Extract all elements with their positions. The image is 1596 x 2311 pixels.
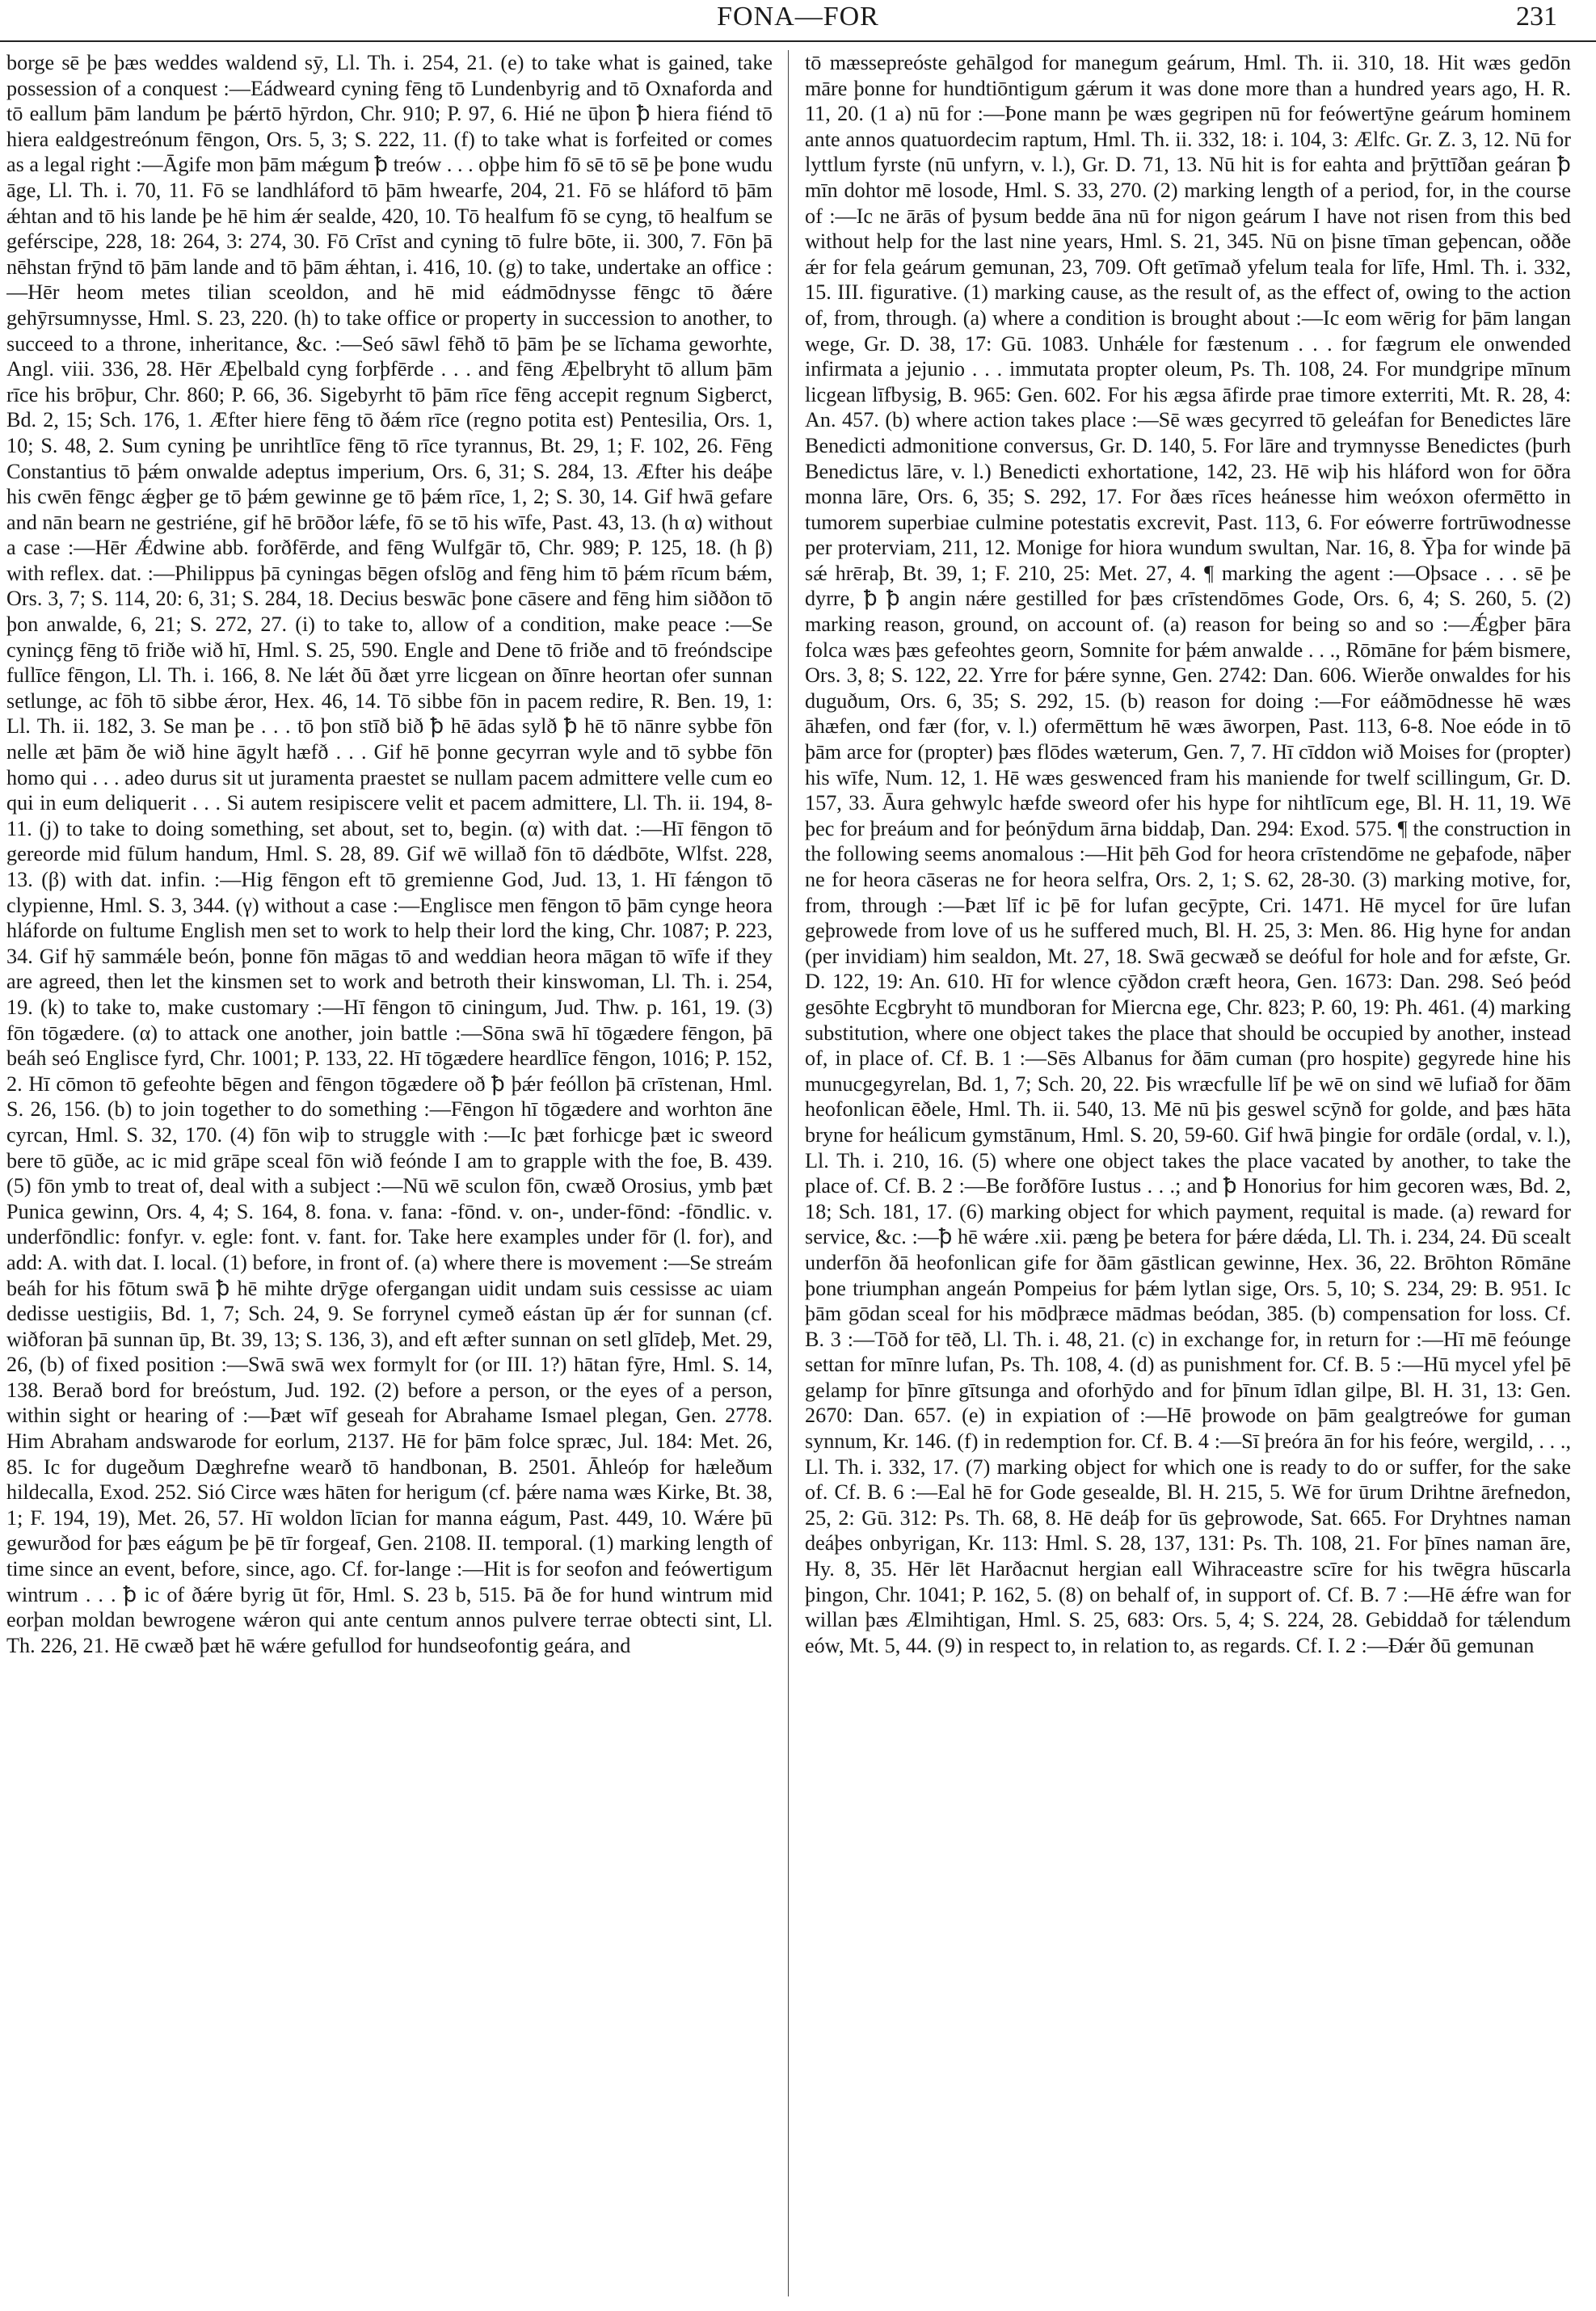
- right-column: [805, 50, 1571, 2300]
- column-divider: [788, 50, 789, 2296]
- page-number: 231: [1516, 2, 1557, 32]
- page-header: [0, 0, 1596, 40]
- header-rule: [0, 40, 1596, 42]
- right-column-text: tō mæssepreóste gehālgod for manegum geárum, Hml. Th. ii. 310, 18. Hit wæs gedōn māre þonne for hundtiōntigum gǽrum it was done more than a hundred years ago, H. R. 11, 20. (1 a) nū for :—Þone mann þe wæs gegripen nū for feówertȳne geárum hominem ante annos quatuordecim raptum, Hml. Th. ii. 332, 18: i. 104, 3: Ælfc. Gr. Z. 3, 12. Nū for lyttlum fyrste (nū unfyrn, v. l.), Gr. D. 71, 13. Nū hit is for eahta and þrȳttīðan geáran ꝥ mīn dohtor mē losode, Hml. S. 33, 270. (2) marking length of a period, for, in the course of :—Ic ne ārās of þysum bedde āna nū for nigon geárum I have not risen from this bed without help for the last nine years, Hml. S. 21, 345. Nū on þisne tīman geþencan, oððe ǽr for fela geárum gemunan, 23, 709. Oft getīmað yfelum teala for līfe, Hml. Th. i. 332, 15. III. figurative. (1) marking cause, as the result of, as the effect of, owing to the action of, from, through. (a) where a condition is brought about :—Ic eom wērig for þām langan wege, Gr. D. 38, 17: Gū. 1083. Unhǽle for fæstenum . . . for fægrum ele onwended infirmata a jejunio . . . immutata propter oleum, Ps. Th. 108, 24. For mundgripe mīnum licgean līfbysig, B. 965: Gen. 602. For his ægsa āfirde prae timore exterriti, Mt. R. 28, 4: An. 457. (b) where action takes place :—Sē wæs gecyrred tō geleáfan for Benedictes lāre Benedicti admonitione conversus, Gr. D. 140, 5. For lāre and trymnysse Benedictes (þurh Benedictus lāre, v. l.) Benedicti exhortatione, 142, 23. Hē wiþ his hláford won for ōðra monna lāre, Ors. 6, 35; S. 292, 17. For ðæs rīces heánesse him weóxon ofermētto in tumorem superbiae culmine potestatis excrevit, Past. 113, 6. For eówerre fortrūwodnesse per proterviam, 211, 12. Monige for hiora wundum swultan, Nar. 16, 8. Ȳþa for winde þā sǽ hrēraþ, Bt. 39, 1; F. 210, 25: Met. 27, 4. ¶ marking the agent :—Oþsace . . . sē þe dyrre, ꝥ ꝥ angin nǽre gestilled for þæs crīstendōmes Gode, Ors. 6, 4; S. 260, 5. (2) marking reason, ground, on account of. (a) reason for being so and so :—Ǽgþer þāra folca wæs þæs gefeohtes georn, Somnite for þǽm anwalde . . ., Rōmāne for þǽm bismere, Ors. 3, 8; S. 122, 22. Yrre for þǽre synne, Gen. 2742: Dan. 606. Wierðe onwaldes for his duguðum, Ors. 6, 35; S. 292, 15. (b) reason for doing :—For eáðmōdnesse hē wæs āhæfen, ond fær (for, v. l.) ofermēttum hē wæs āworpen, Past. 113, 6-8. Noe eóde in tō þām arce for (propter) þæs flōdes wæterum, Gen. 7, 7. Hī cīddon wið Moises for (propter) his wīfe, Num. 12, 1. Hē wæs geswenced fram his maniende for twelf scillingum, Gr. D. 157, 33. Āura gehwylc hæfde sweord ofer his hype for nihtlīcum ege, Bl. H. 11, 19. Wē þec for þreáum and for þeónȳdum ārna biddaþ, Dan. 294: Exod. 575. ¶ the construction in the following seems anomalous :—Hit þēh God for heora crīstendōme ne geþafode, nāþer ne for heora cāseras ne for heora selfra, Ors. 2, 1; S. 62, 28-30. (3) marking motive, for, from, through :—Þæt līf ic þē for lufan gecȳpte, Cri. 1471. Hē mycel for ūre lufan geþrowede from love of us he suffered much, Bl. H. 25, 3: Men. 86. Hig hyne for andan (per invidiam) him sealdon, Mt. 27, 18. Swā gecwæð se deóful for hole and for æfste, Gr. D. 122, 19: An. 610. Hī for wlence cȳðdon cræft heora, Gen. 1673: Dan. 298. Seó þeód gesōhte Ecgbryht tō mundboran for Miercna ege, Chr. 823; P. 60, 19: Ph. 461. (4) marking substitution, where one object takes the place that should be occupied by another, instead of, in place of. Cf. B. 1 :—Sēs Albanus for ðām cuman (pro hospite) gegyrede hine his munucgegyrelan, Bd. 1, 7; Sch. 20, 22. Þis wræcfulle līf þe wē on sind wē lufiað for ðām heofonlican ēðele, Hml. Th. ii. 540, 13. Mē nū þis geswel scȳnð for golde, and þæs hāta bryne for heálicum gymstānum, Hml. S. 20, 59-60. Gif hwā þingie for ordāle (ordal, v. l.), Ll. Th. i. 210, 16. (5) where one object takes the place vacated by another, to take the place of. Cf. B. 2 :—Be forðfōre Iustus . . .; and ꝥ Honorius for him gecoren wæs, Bd. 2, 18; Sch. 181, 17. (6) marking object for which payment, requital is made. (a) reward for service, &c. :—ꝥ hē wǽre .xii. pæng þe betera for þǽre dǽda, Ll. Th. i. 234, 24. Ðū scealt underfōn ðā heofonlican gife for ðām gāstlican gewinne, Hex. 36, 22. Brōhton Rōmāne þone triumphan angeán Pompeius for þǽm lytlan sige, Ors. 5, 10; S. 234, 29: B. 951. Ic þām gōdan sceal for his mōdþræce mādmas beódan, 385. (b) compensation for loss. Cf. B. 3 :—Tōð for tēð, Ll. Th. i. 48, 21. (c) in exchange for, in return for :—Hī mē feóunge settan for mīnre lufan, Ps. Th. 108, 4. (d) as punishment for. Cf. B. 5 :—Hū mycel yfel þē gelamp for þīnre gītsunga and oforhȳdo and for þīnum īdlan gilpe, Bl. H. 31, 13: Gen. 2670: Dan. 657. (e) in expiation of :—Hē þrowode on þām gealgtreówe for guman synnum, Kr. 146. (f) in redemption for. Cf. B. 4 :—Sī þreóra ān for his feóre, wergild, . . ., Ll. Th. i. 332, 17. (7) marking object for which one is ready to do or suffer, for the sake of. Cf. B. 6 :—Eal hē for Gode gesealde, Bl. H. 215, 5. Wē for ūrum Drihtne ārefnedon, 25, 2: Gū. 312: Ps. Th. 68, 8. Hē deáþ for ūs geþrowode, Sat. 665. For Dryhtnes naman deáþes onbyrigan, Kr. 113: Hml. S. 28, 137, 131: Ps. Th. 108, 21. For þīnes naman āre, Hy. 8, 35. Hēr lēt Harðacnut hergian eall Wihraceastre scīre for his twēgra hūscarla þingon, Chr. 1041; P. 162, 5. (8) on behalf of, in support of. Cf. B. 7 :—Hē ǽfre wan for willan þæs Ælmihtigan, Hml. S. 25, 683: Ors. 5, 4; S. 224, 28. Gebiddað for tǽlendum eów, Mt. 5, 44. (9) in respect to, in relation to, as regards. Cf. I. 2 :—Ðǽr ðū gemunan: [805, 51, 1571, 1657]
- page-title: FONA—FOR: [717, 2, 879, 32]
- left-column-text: borge sē þe þæs weddes waldend sȳ, Ll. Th. i. 254, 21. (e) to take what is gained, take possession of a conquest :—Eádweard cyning fēng tō Lundenbyrig and tō Oxnaforda and tō eallum þām landum þe þǽrtō hȳrdon, Chr. 910; P. 97, 6. Hié ne ūþon ꝥ hiera fiénd tō hiera ealdgestreónum fēngon, Ors. 5, 3; S. 222, 11. (f) to take what is forfeited or comes as a legal right :—Āgife mon þām mǽgum ꝥ treów . . . oþþe him fō sē tō sē þe þone wudu āge, Ll. Th. i. 70, 11. Fō se landhláford tō þām hwearfe, 204, 21. Fō se hláford tō þām ǽhtan and tō his lande þe hē him ǽr sealde, 420, 10. Tō healfum fō se cyng, tō healfum se geférscipe, 228, 18: 264, 3: 274, 30. Fō Crīst and cyning tō fulre bōte, ii. 300, 7. Fōn þā nēhstan frȳnd tō þām lande and tō þām ǽhtan, i. 416, 10. (g) to take, undertake an office :—Hēr heom metes tilian sceoldon, and hē mid eádmōdnysse fēngc tō ðǽre gehȳrsumnysse, Hml. S. 23, 220. (h) to take office or property in succession to another, to succeed to a throne, inheritance, &c. :—Seó sāwl fēhð tō þām þe se līchama geworhte, Angl. viii. 336, 28. Hēr Æþelbald cyng forþfērde . . . and fēng Æþelbryht tō allum þām rīce his brōþur, Chr. 860; P. 66, 36. Sigebyrht tō þām rīce fēng accepit regnum Sigberct, Bd. 2, 15; Sch. 176, 1. Æfter hiere fēng tō ðǽm rīce (regno potita est) Pentesilia, Ors. 1, 10; S. 48, 2. Sum cyning þe unrihtlīce fēng tō rīce tyrannus, Bt. 29, 1; F. 102, 26. Fēng Constantius tō þǽm onwalde adeptus imperium, Ors. 6, 31; S. 284, 13. Æfter his deáþe his cwēn fēngc ǽgþer ge tō þǽm gewinne ge tō þǽm rīce, 1, 2; S. 30, 14. Gif hwā gefare and nān bearn ne gestriéne, gif hē brōðor lǽfe, fō se tō his wīfe, Past. 43, 13. (h α) without a case :—Hēr Ǽdwine abb. forðfērde, and fēng Wulfgār tō, Chr. 989; P. 125, 18. (h β) with reflex. dat. :—Philippus þā cyningas bēgen ofslōg and fēng him tō þǽm rīcum bǽm, Ors. 3, 7; S. 114, 20: 6, 31; S. 284, 18. Decius beswāc þone cāsere and fēng him siððon tō þon anwalde, 6, 21; S. 272, 27. (i) to take to, allow of a condition, make peace :—Se cyninçg fēng tō friðe wið hī, Hml. S. 25, 590. Engle and Dene tō friðe and tō freóndscipe fullīce fēngon, Ll. Th. i. 166, 8. Ne lǽt ðū ðæt yrre licgean on ðīnre heortan ofer sunnan setlunge, ac fōh tō sibbe ǽror, Hex. 46, 14. Tō sibbe fōn in pacem redire, R. Ben. 19, 1: Ll. Th. ii. 182, 3. Se man þe . . . tō þon stīð bið ꝥ hē ādas sylð ꝥ hē tō nānre sybbe fōn nelle æt þām ðe wið hine āgylt hæfð . . . Gif hē þonne gecyrran wyle and tō sybbe fōn homo qui . . . adeo durus sit ut juramenta praestet se nullam pacem admittere velle cum eo qui in eum deliquerit . . . Si autem resipiscere velit et pacem admittere, Ll. Th. ii. 194, 8-11. (j) to take to doing something, set about, set to, begin. (α) with dat. :—Hī fēngon tō gereorde mid fūlum handum, Hml. S. 28, 89. Gif wē willað fōn tō dǽdbōte, Wlfst. 228, 13. (β) with dat. infin. :—Hig fēngon eft tō gremienne God, Jud. 13, 1. Hī fǽngon tō clypienne, Hml. S. 3, 344. (γ) without a case :—Englisce men fēngon tō þām cynge heora hláforde on fultume English men set to work to help their lord the king, Chr. 1087; P. 223, 34. Gif hȳ sammǽle beón, þonne fōn māgas tō and weddian heora māgan tō wīfe if they are agreed, then let the kinsmen set to work and betroth their kinswoman, Ll. Th. i. 254, 19. (k) to take to, make customary :—Hī fēngon tō ciningum, Jud. Thw. p. 161, 19. (3) fōn tōgædere. (α) to attack one another, join battle :—Sōna swā hī tōgædere fēngon, þā beáh seó Englisce fyrd, Chr. 1001; P. 133, 22. Hī tōgædere heardlīce fēngon, 1016; P. 152, 2. Hī cōmon tō gefeohte bēgen and fēngon tōgædere oð ꝥ þǽr feóllon þā crīstenan, Hml. S. 26, 156. (b) to join together to do something :—Fēngon hī tōgædere and worhton āne cyrcan, Hml. S. 32, 170. (4) fōn wiþ to struggle with :—Ic þæt forhicge þæt ic sweord bere tō gūðe, ac ic mid grāpe sceal fōn wið feónde I am to grapple with the foe, B. 439. (5) fōn ymb to treat of, deal with a subject :—Nū wē sculon fōn, cwæð Orosius, ymb þæt Punica gewinn, Ors. 4, 4; S. 164, 8. fona. v. fana: -fōnd. v. on-, under-fōnd: -fōndlic. v. underfōndlic: fonfyr. v. egle: font. v. fant. for. Take here examples under fōr (l. for), and add: A. with dat. I. local. (1) before, in front of. (a) where there is movement :—Se streám beáh for his fōtum swā ꝥ hē mihte drȳge ofergangan uidit undam suis cessisse ac uiam dedisse uestigiis, Bd. 1, 7; Sch. 24, 9. Se forrynel cymeð eástan ūp ǽr for sunnan (cf. wiðforan þā sunnan ūp, Bt. 39, 13; S. 136, 3), and eft æfter sunnan on setl glīdeþ, Met. 29, 26, (b) of fixed position :—Swā swā wex formylt for (or III. 1?) hātan fȳre, Hml. S. 14, 138. Berað bord for breóstum, Jud. 192. (2) before a person, or the eyes of a person, within sight or hearing of :—Þæt wīf geseah for Abrahame Ismael plegan, Gen. 2778. Him Abraham andswarode for eorlum, 2137. Hē for þām folce spræc, Jul. 184: Met. 26, 85. Ic for dugeðum Dæghrefne wearð tō handbonan, B. 2501. Āhleóp for hæleðum hildecalla, Exod. 252. Sió Circe wæs hāten for herigum (cf. þǽre nama wæs Kirke, Bt. 38, 1; F. 194, 19), Met. 26, 57. Hī woldon līcian for manna eágum, Past. 449, 10. Wǽre þū gewurðod for þæs eágum þe þē tīr forgeaf, Gen. 2108. II. temporal. (1) marking length of time since an event, before, since, ago. Cf. for-lange :—Hit is for seofon and feówertigum wintrum . . . ꝥ ic of ðǽre byrig ūt fōr, Hml. S. 23 b, 515. Þā ðe for hund wintrum mid eorþan moldan bewrogene wǽron qui ante centum annos pulvere terrae obtecti sint, Ll. Th. 226, 21. Hē cwæð þæt hē wǽre gefullod for hundseofontig geára, and: [6, 51, 773, 1657]
- left-column: [6, 50, 773, 2300]
